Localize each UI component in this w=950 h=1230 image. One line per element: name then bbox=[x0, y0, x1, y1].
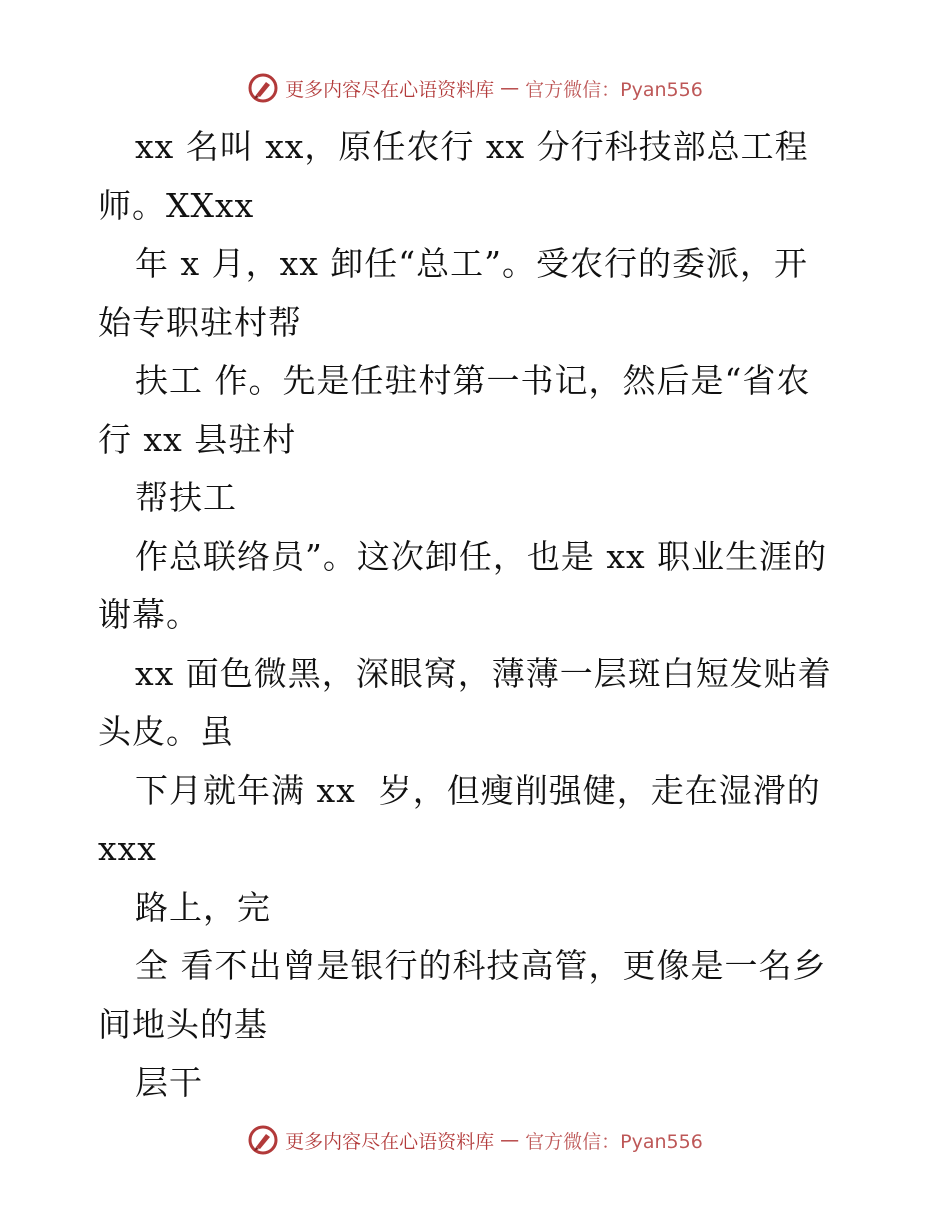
text-line: 下月就年满 xx 岁，但瘦削强健，走在湿滑的 bbox=[135, 770, 821, 810]
watermark-separator: — bbox=[500, 77, 520, 99]
text-line: 年 x 月，xx 卸任“总工”。受农行的委派，开 bbox=[135, 244, 809, 283]
text-line: 师。XXxx bbox=[98, 185, 255, 225]
text-line: xx 面色微黑，深眼窝，薄薄一层斑白短发贴着 bbox=[135, 653, 832, 693]
text-line: 层干 bbox=[135, 1063, 203, 1102]
text-line: 路上，完 bbox=[135, 887, 271, 927]
watermark-brand-text: 更多内容尽在心语资料库 bbox=[285, 1130, 495, 1153]
text-line: xxx bbox=[98, 829, 157, 868]
text-line: 行 xx 县驻村 bbox=[98, 419, 297, 459]
document-body bbox=[98, 118, 858, 1113]
text-line: 谢幕。 bbox=[98, 595, 200, 634]
text-line: 帮扶工 bbox=[135, 478, 237, 517]
watermark-wechat-text: 官方微信：Pyan556 bbox=[525, 1130, 703, 1153]
watermark-brand-text: 更多内容尽在心语资料库 bbox=[285, 78, 495, 101]
text-line: 始专职驻村帮 bbox=[98, 302, 302, 342]
pen-nib-circle-icon bbox=[247, 72, 279, 104]
text-line: 全 看不出曾是银行的科技高管，更像是一名乡 bbox=[135, 946, 827, 985]
text-line: 头皮。虽 bbox=[98, 712, 234, 751]
text-line: 作总联络员”。这次卸任，也是 xx 职业生涯的 bbox=[135, 536, 828, 576]
watermark-wechat-text: 官方微信：Pyan556 bbox=[525, 78, 703, 101]
text-line: 间地头的基 bbox=[98, 1004, 268, 1044]
text-line: 扶工 作。先是任驻村第一书记，然后是“省农 bbox=[135, 361, 811, 400]
text-line: xx 名叫 xx，原任农行 xx 分行科技部总工程 bbox=[135, 127, 809, 166]
footer-watermark bbox=[0, 1124, 950, 1156]
pen-nib-circle-icon bbox=[247, 1124, 279, 1156]
watermark-separator: — bbox=[500, 1129, 520, 1151]
header-watermark bbox=[0, 72, 950, 104]
